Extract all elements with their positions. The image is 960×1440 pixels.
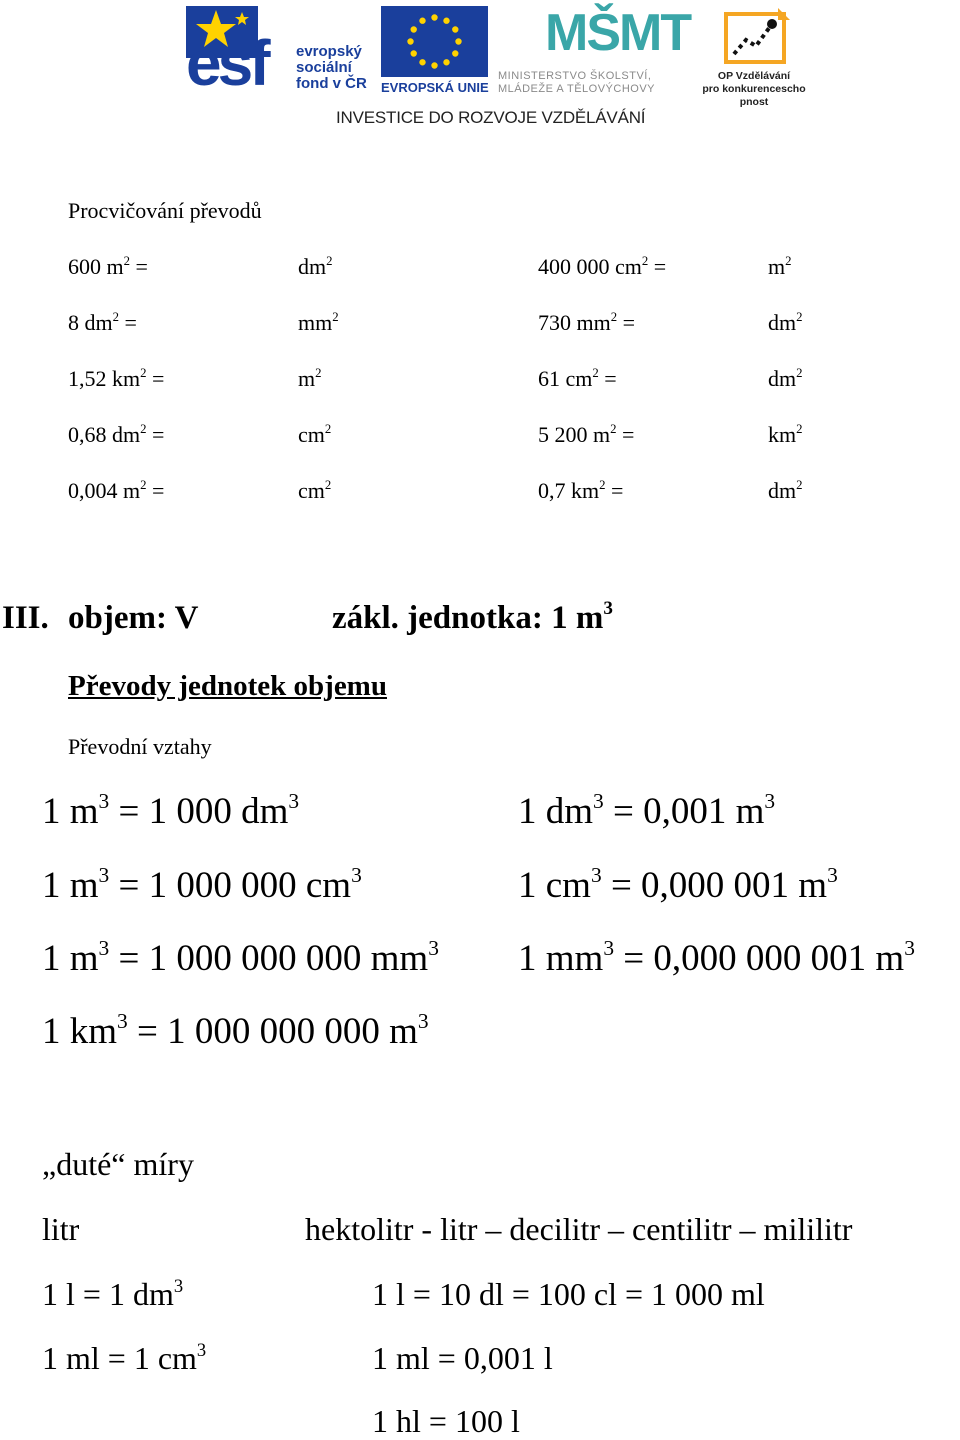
litr-label: litr	[42, 1211, 80, 1247]
op-text: OP Vzdělávání pro konkurencescho pnost	[702, 70, 806, 108]
section-subtitle: Převody jednotek objemu	[68, 670, 387, 702]
exercise-left-value: 0,004 $m^2$ =	[68, 477, 165, 503]
eu-star-icon	[411, 50, 417, 56]
exercise-right-value: 730 $mm^2$ =	[538, 309, 636, 335]
eu-star-icon	[443, 59, 449, 65]
eu-star-icon	[431, 14, 437, 20]
exercise-right-unit: $dm^2$	[768, 365, 803, 391]
litre-breakdown: 1 l = 10 dl = 100 cl = 1 000 ml	[372, 1276, 765, 1312]
volume-relation-left: 1 $m^3 = 1$ 000 000 $cm^3$	[42, 862, 362, 906]
exercise-left-value: 1,52 $km^2$ =	[68, 365, 165, 391]
eu-star-icon	[452, 26, 458, 32]
eu-star-icon	[443, 18, 449, 24]
eu-star-icon	[452, 50, 458, 56]
eu-star-icon	[419, 18, 425, 24]
exercise-left-unit: $mm^2$	[298, 309, 339, 335]
exercise-left-unit: $cm^2$	[298, 421, 332, 447]
volume-relation-left: 1 $m^3 = 1$ 000 $dm^3$	[42, 788, 300, 832]
exercise-right-value: 61 $cm^2$ =	[538, 365, 617, 391]
hl-relation: 1 hl = 100 l	[372, 1403, 520, 1439]
liquid-scale: hektolitr - litr – decilitr – centilitr – mililitr	[305, 1211, 853, 1247]
exercise-right-unit: $m^2$	[768, 253, 792, 279]
eu-star-icon	[455, 38, 461, 44]
ml-litre-relation: 1 ml = 0,001 l	[372, 1340, 553, 1376]
exercise-right-value: 0,7 $km^2$ =	[538, 477, 624, 503]
esf-logo-text: esf	[186, 27, 267, 99]
exercise-left-value: 600 $m^2$ =	[68, 253, 148, 279]
eu-star-icon	[419, 59, 425, 65]
exercise-right-unit: $dm^2$	[768, 477, 803, 503]
relations-label: Převodní vztahy	[68, 734, 212, 759]
eu-star-icon	[407, 38, 413, 44]
msmt-text: MINISTERSTVO ŠKOLSTVÍ, MLÁDEŽE A TĚLOVÝCHOVY	[498, 70, 656, 95]
exercise-left-value: 0,68 $dm^2$ =	[68, 421, 165, 447]
exercise-left-unit: $dm^2$	[298, 253, 333, 279]
exercise-left-unit: $m^2$	[298, 365, 322, 391]
eu-star-icon	[431, 62, 437, 68]
eu-flag-logo	[381, 6, 488, 77]
volume-relation-right: 1 $dm^3 = 0,001$ $m^3$	[518, 788, 776, 832]
exercise-right-value: 5 200 $m^2$ =	[538, 421, 635, 447]
base-unit-label: zákl. jednotka: 1 $m^3$	[332, 598, 613, 636]
exercise-right-unit: $km^2$	[768, 421, 803, 447]
volume-relation-left: 1 $m^3 = 1$ 000 000 000 $mm^3$	[42, 935, 439, 979]
exercise-title: Procvičování převodů	[68, 198, 262, 223]
header-logos	[0, 0, 960, 140]
exercise-left-value: 8 $dm^2$ =	[68, 309, 137, 335]
op-logo-icon	[718, 6, 792, 68]
section-number: III.	[2, 600, 49, 636]
volume-relation-right: 1 $mm^3 = 0,000$ 000 001 $m^3$	[518, 935, 915, 979]
liquid-title: „duté“ míry	[42, 1146, 194, 1182]
msmt-logo: MŠMT	[545, 4, 691, 62]
litre-dm3-relation: 1 l = 1 $dm^3$	[42, 1275, 184, 1312]
eu-label: EVROPSKÁ UNIE	[381, 80, 489, 95]
investice-slogan: INVESTICE DO ROZVOJE VZDĚLÁVÁNÍ	[336, 108, 646, 127]
exercise-right-value: 400 000 $cm^2$ =	[538, 253, 667, 279]
ml-cm3-relation: 1 ml = 1 $cm^3$	[42, 1339, 207, 1376]
esf-subtitle: evropský sociální fond v ČR	[296, 43, 367, 92]
exercise-left-unit: $cm^2$	[298, 477, 332, 503]
section-name: objem: V	[68, 600, 199, 636]
volume-relation-left: 1 $km^3 = 1$ 000 000 000 $m^3$	[42, 1008, 429, 1052]
eu-star-icon	[411, 26, 417, 32]
exercise-right-unit: $dm^2$	[768, 309, 803, 335]
volume-relation-right: 1 $cm^3 = 0,000$ 001 $m^3$	[518, 862, 838, 906]
